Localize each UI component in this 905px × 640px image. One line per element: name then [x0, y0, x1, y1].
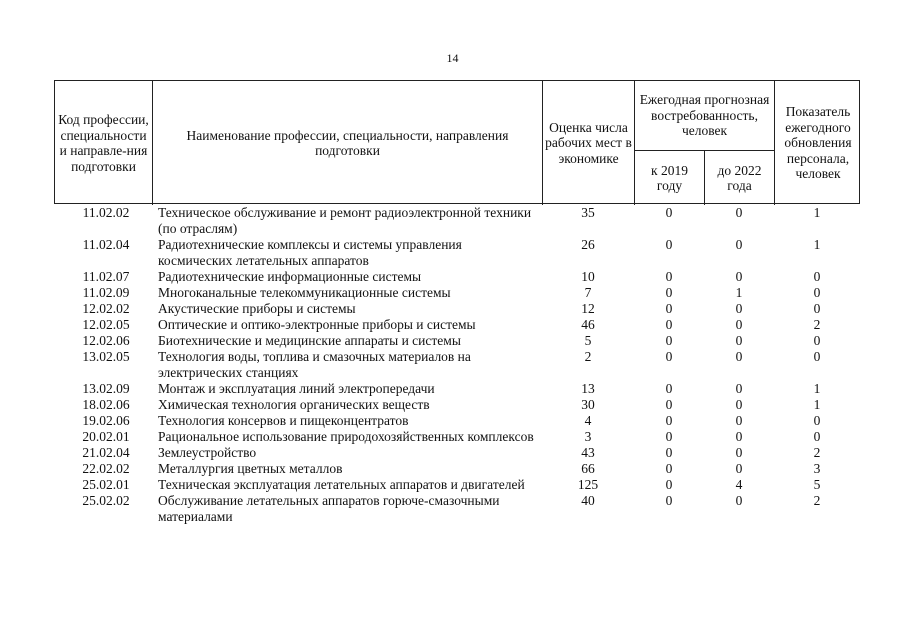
cell-code: 12.02.05	[82, 317, 130, 332]
header-renewal: Показатель ежегодного обновления персонала, человек	[784, 104, 852, 182]
cell-code: 20.02.01	[82, 429, 130, 444]
header-name: Наименование профессии, специальности, направления подготовки	[153, 81, 543, 205]
cell-by-2019: 0	[665, 317, 673, 332]
cell-by-2022: 0	[735, 237, 743, 252]
cell-name: Химическая технология органических веществ	[158, 397, 430, 412]
cell-by-2019: 0	[665, 237, 673, 252]
table-row	[54, 301, 860, 317]
cell-estimate: 35	[581, 205, 595, 220]
table-row	[54, 317, 860, 333]
cell-renewal: 2	[813, 445, 821, 460]
cell-estimate: 125	[577, 477, 599, 492]
cell-renewal: 0	[813, 301, 821, 316]
cell-renewal: 0	[813, 349, 821, 364]
cell-name: Радиотехнические информационные системы	[158, 269, 422, 284]
cell-name: Монтаж и эксплуатация линий электропередачи	[158, 381, 435, 396]
cell-by-2022: 0	[735, 445, 743, 460]
table-row	[54, 429, 860, 445]
cell-by-2019: 0	[665, 333, 673, 348]
cell-by-2019: 0	[665, 493, 673, 508]
cell-renewal: 1	[813, 381, 821, 396]
cell-code: 12.02.02	[82, 301, 130, 316]
header-estimate: Оценка числа рабочих мест в экономике	[543, 81, 635, 205]
header-code: Код профессии, специальности и направле-ния подготовки	[55, 81, 153, 205]
cell-estimate: 26	[581, 237, 595, 252]
cell-code: 11.02.09	[82, 285, 130, 300]
cell-by-2022: 0	[735, 381, 743, 396]
table-body	[54, 205, 860, 525]
cell-code: 21.02.04	[82, 445, 130, 460]
cell-by-2022: 0	[735, 429, 743, 444]
cell-by-2022: 0	[735, 349, 743, 364]
header-demand: Ежегодная прогнозная востребованность, человек	[635, 81, 775, 151]
cell-by-2022: 4	[735, 477, 743, 492]
cell-name: Металлургия цветных металлов	[158, 461, 343, 476]
cell-by-2022: 0	[735, 461, 743, 476]
table-row	[54, 461, 860, 477]
table-row	[54, 397, 860, 413]
cell-by-2019: 0	[665, 269, 673, 284]
cell-by-2019: 0	[665, 397, 673, 412]
cell-name: Технология консервов и пищеконцентратов	[158, 413, 409, 428]
cell-estimate: 7	[584, 285, 592, 300]
cell-by-2022: 0	[735, 493, 743, 508]
cell-name: Обслуживание летательных аппаратов горюче-смазочными материалами	[158, 493, 500, 524]
cell-name: Радиотехнические комплексы и системы управления космических летательных аппаратов	[158, 237, 462, 268]
cell-code: 13.02.05	[82, 349, 130, 364]
cell-by-2019: 0	[665, 285, 673, 300]
cell-by-2019: 0	[665, 381, 673, 396]
cell-estimate: 3	[584, 429, 592, 444]
cell-by-2019: 0	[665, 301, 673, 316]
cell-estimate: 40	[581, 493, 595, 508]
cell-by-2022: 0	[735, 333, 743, 348]
table-row	[54, 349, 860, 381]
cell-name: Многоканальные телекоммуникационные системы	[158, 285, 451, 300]
cell-estimate: 5	[584, 333, 592, 348]
cell-name: Оптические и оптико-электронные приборы и системы	[158, 317, 476, 332]
cell-renewal: 0	[813, 413, 821, 428]
page-number: 14	[446, 51, 459, 65]
cell-name: Техническое обслуживание и ремонт радиоэлектронной техники (по отраслям)	[158, 205, 532, 236]
cell-estimate: 43	[581, 445, 595, 460]
cell-by-2019: 0	[665, 477, 673, 492]
table-row	[54, 269, 860, 285]
cell-code: 22.02.02	[82, 461, 130, 476]
cell-code: 18.02.06	[82, 397, 130, 412]
header-by-2022: до 2022 года	[705, 151, 775, 205]
cell-estimate: 13	[581, 381, 595, 396]
cell-by-2019: 0	[665, 205, 673, 220]
cell-estimate: 10	[581, 269, 595, 284]
cell-name: Техническая эксплуатация летательных аппаратов и двигателей	[158, 477, 525, 492]
cell-code: 13.02.09	[82, 381, 130, 396]
cell-estimate: 4	[584, 413, 592, 428]
table-row	[54, 237, 860, 269]
cell-by-2019: 0	[665, 429, 673, 444]
cell-by-2022: 0	[735, 301, 743, 316]
cell-renewal: 1	[813, 237, 821, 252]
header-by-2019: к 2019 году	[635, 151, 705, 205]
cell-code: 11.02.07	[82, 269, 130, 284]
cell-name: Землеустройство	[158, 445, 257, 460]
cell-renewal: 5	[813, 477, 821, 492]
cell-by-2022: 1	[735, 285, 743, 300]
table-row	[54, 477, 860, 493]
cell-by-2022: 0	[735, 269, 743, 284]
cell-renewal: 0	[813, 285, 821, 300]
cell-by-2022: 0	[735, 413, 743, 428]
cell-renewal: 0	[813, 429, 821, 444]
cell-code: 11.02.02	[82, 205, 130, 220]
table-row	[54, 413, 860, 429]
cell-renewal: 0	[813, 269, 821, 284]
table-row	[54, 493, 860, 525]
cell-name: Технология воды, топлива и смазочных материалов на электрических станциях	[158, 349, 471, 380]
table-header	[54, 80, 860, 204]
cell-renewal: 1	[813, 397, 821, 412]
cell-renewal: 2	[813, 493, 821, 508]
cell-by-2022: 0	[735, 397, 743, 412]
cell-renewal: 3	[813, 461, 821, 476]
cell-estimate: 46	[581, 317, 595, 332]
cell-name: Акустические приборы и системы	[158, 301, 356, 316]
cell-renewal: 1	[813, 205, 821, 220]
cell-code: 25.02.02	[82, 493, 130, 508]
cell-estimate: 12	[581, 301, 595, 316]
cell-estimate: 2	[584, 349, 592, 364]
cell-estimate: 66	[581, 461, 595, 476]
table-row	[54, 205, 860, 237]
cell-estimate: 30	[581, 397, 595, 412]
cell-by-2019: 0	[665, 413, 673, 428]
table-row	[54, 381, 860, 397]
cell-code: 12.02.06	[82, 333, 130, 348]
cell-code: 11.02.04	[82, 237, 130, 252]
cell-name: Рациональное использование природохозяйственных комплексов	[158, 429, 534, 444]
table-row	[54, 445, 860, 461]
cell-code: 19.02.06	[82, 413, 130, 428]
cell-renewal: 0	[813, 333, 821, 348]
cell-by-2019: 0	[665, 461, 673, 476]
cell-by-2022: 0	[735, 317, 743, 332]
table-row	[54, 285, 860, 301]
cell-by-2019: 0	[665, 445, 673, 460]
cell-renewal: 2	[813, 317, 821, 332]
table-row	[54, 333, 860, 349]
cell-name: Биотехнические и медицинские аппараты и системы	[158, 333, 461, 348]
cell-by-2019: 0	[665, 349, 673, 364]
cell-by-2022: 0	[735, 205, 743, 220]
cell-code: 25.02.01	[82, 477, 130, 492]
